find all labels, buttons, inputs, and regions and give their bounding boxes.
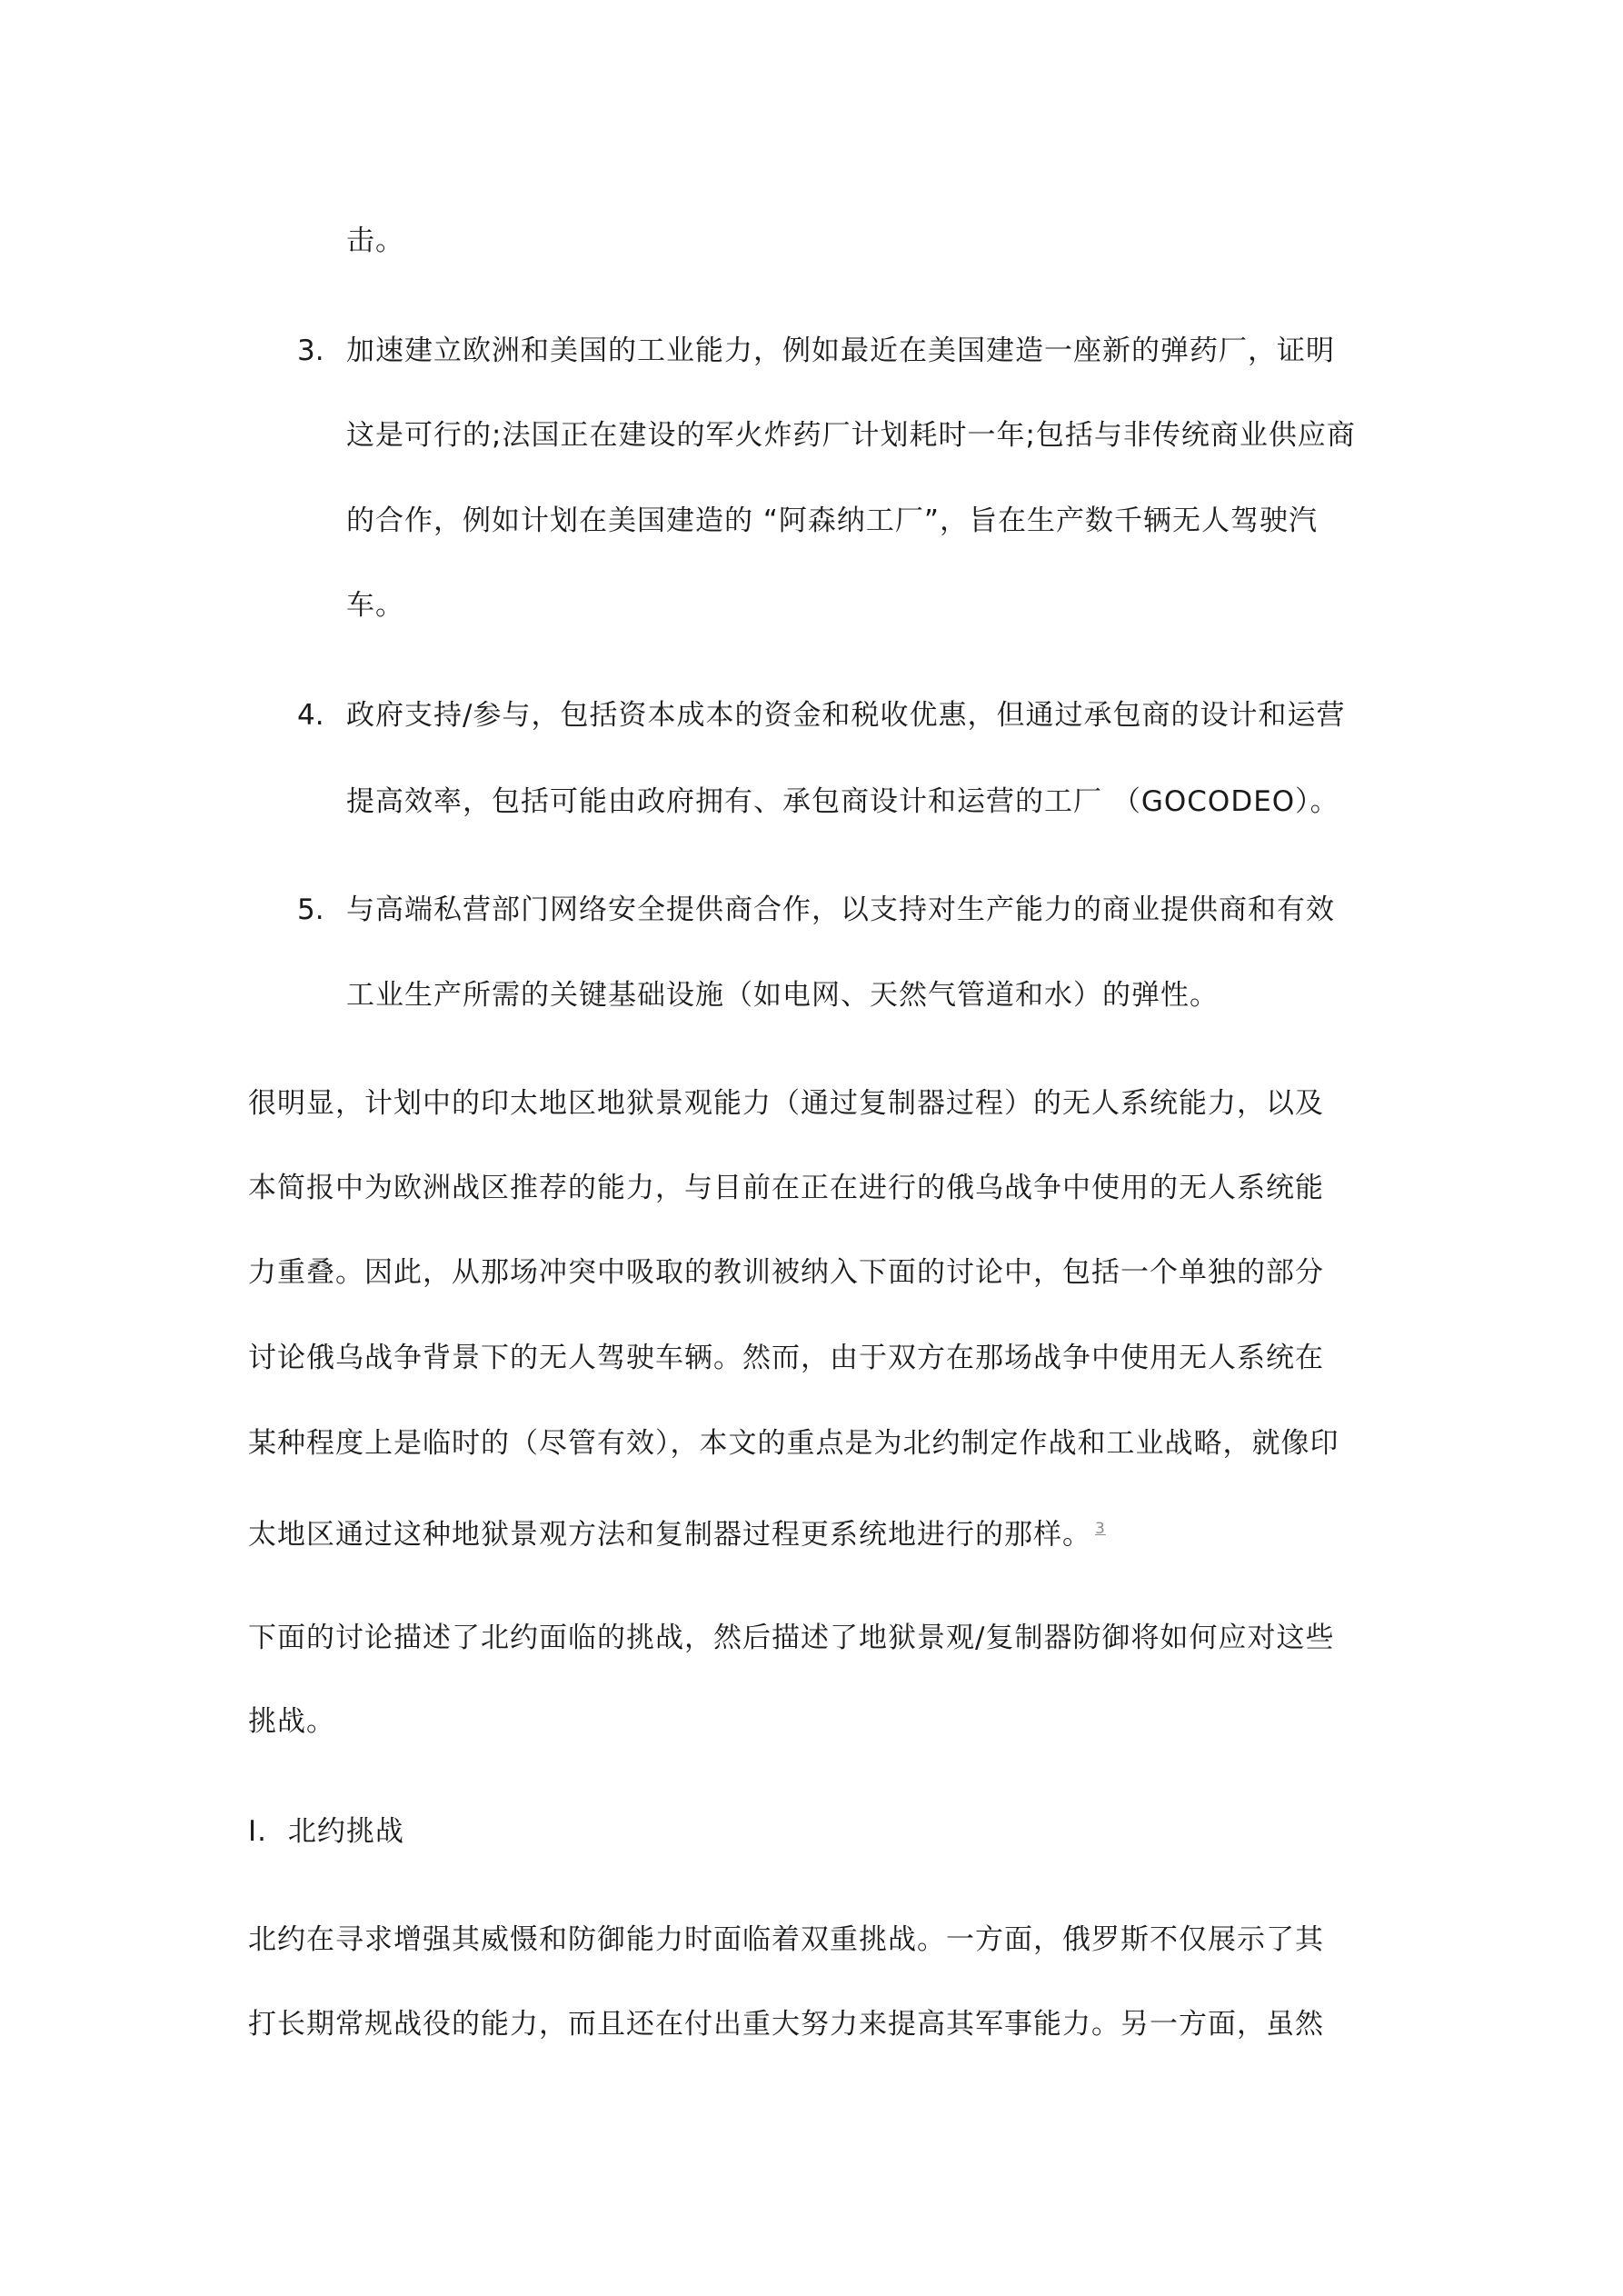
paragraph-1-line-5: 某种程度上是临时的（尽管有效），本文的重点是为北约制定作战和工业战略，就像印 [248, 1427, 1339, 1460]
list-number-4: 4. [297, 699, 324, 732]
list-item-3-line-3: 的合作，例如计划在美国建造的 “阿森纳工厂”，旨在生产数千辆无人驾驶汽 [346, 504, 1318, 537]
paragraph-1-line-6-text: 太地区通过这种地狱景观方法和复制器过程更系统地进行的那样。 [248, 1518, 1091, 1552]
list-item-3-line-4: 车。 [346, 589, 404, 622]
section-heading [248, 1813, 404, 1850]
list-continuation-line: 击。 [346, 225, 404, 257]
list-number-5: 5. [297, 893, 324, 926]
paragraph-1-line-2: 本简报中为欧洲战区推荐的能力，与目前在正在进行的俄乌战争中使用的无人系统能 [248, 1172, 1324, 1204]
paragraph-3-line-2: 打长期常规战役的能力，而且还在付出重大努力来提高其军事能力。另一方面，虽然 [248, 2008, 1324, 2041]
paragraph-1-line-6 [248, 1511, 1106, 1552]
list-item-3-line-2: 这是可行的;法国正在建设的军火炸药厂计划耗时一年;包括与非传统商业供应商 [346, 419, 1356, 452]
paragraph-3-line-1: 北约在寻求增强其威慑和防御能力时面临着双重挑战。一方面，俄罗斯不仅展示了其 [248, 1923, 1324, 1956]
section-number: I. [248, 1815, 267, 1848]
paragraph-2-line-1: 下面的讨论描述了北约面临的挑战，然后描述了地狱景观/复制器防御将如何应对这些 [248, 1622, 1335, 1654]
list-item-4-line-2: 提高效率，包括可能由政府拥有、承包商设计和运营的工厂 （GOCODEO）。 [346, 785, 1339, 818]
list-item-3-line-1: 加速建立欧洲和美国的工业能力，例如最近在美国建造一座新的弹药厂，证明 [346, 334, 1335, 367]
paragraph-1-line-1: 很明显，计划中的印太地区地狱景观能力（通过复制器过程）的无人系统能力，以及 [248, 1087, 1324, 1120]
list-item-4-line-1: 政府支持/参与，包括资本成本的资金和税收优惠，但通过承包商的设计和运营 [346, 699, 1346, 732]
section-title: 北约挑战 [287, 1815, 404, 1848]
list-item-5-line-2: 工业生产所需的关键基础设施（如电网、天然气管道和水）的弹性。 [346, 979, 1219, 1012]
footnote-link[interactable]: 3 [1095, 1520, 1106, 1538]
list-number-3: 3. [297, 334, 324, 367]
paragraph-2-line-2: 挑战。 [248, 1705, 335, 1738]
paragraph-1-line-3: 力重叠。因此，从那场冲突中吸取的教训被纳入下面的讨论中，包括一个单独的部分 [248, 1256, 1324, 1289]
list-item-5-line-1: 与高端私营部门网络安全提供商合作，以支持对生产能力的商业提供商和有效 [346, 893, 1335, 926]
paragraph-1-line-4: 讨论俄乌战争背景下的无人驾驶车辆。然而，由于双方在那场战争中使用无人系统在 [248, 1342, 1324, 1374]
